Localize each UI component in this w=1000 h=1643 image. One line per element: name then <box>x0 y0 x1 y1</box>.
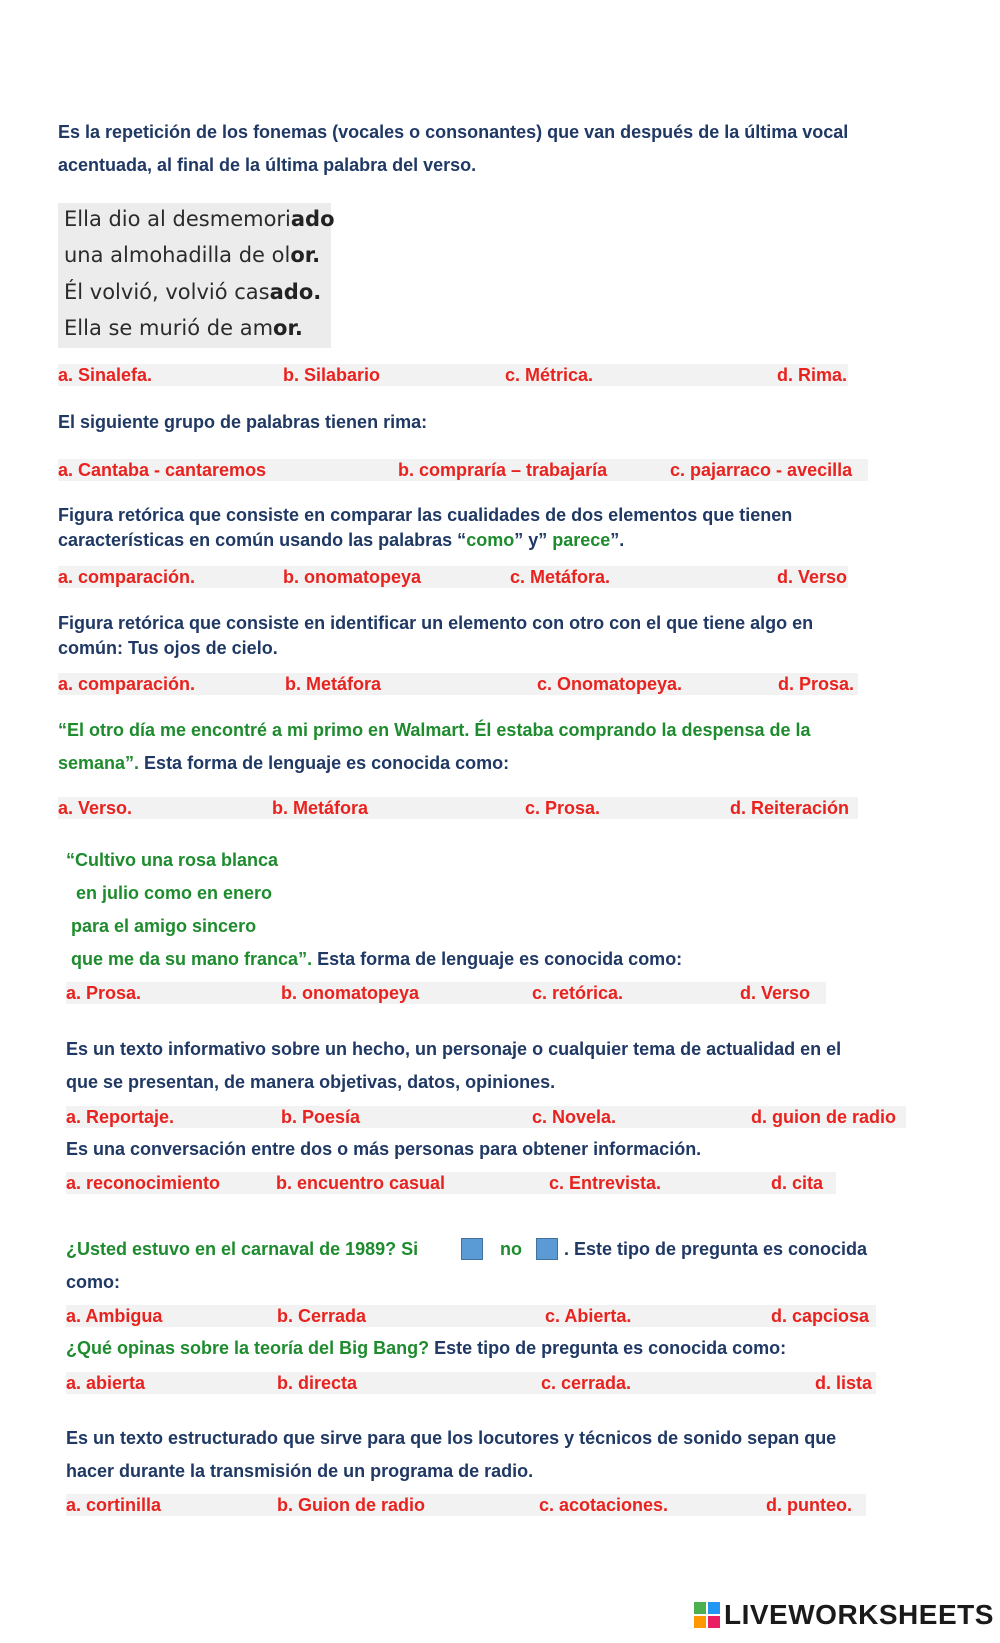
q3-option-b[interactable]: b. onomatopeya <box>283 567 422 587</box>
q2-option-a[interactable]: a. Cantaba - cantaremos <box>58 460 267 480</box>
q8-option-d[interactable]: d. cita <box>771 1173 824 1193</box>
poem-example-box <box>58 203 335 348</box>
q7-option-b[interactable]: b. Poesía <box>281 1107 361 1127</box>
q6-option-a[interactable]: a. Prosa. <box>66 983 142 1003</box>
q3-option-d[interactable]: d. Verso <box>777 567 848 587</box>
q10-option-b[interactable]: b. directa <box>277 1373 358 1393</box>
q3-option-a[interactable]: a. comparación. <box>58 567 196 587</box>
answer-row-bg <box>66 982 826 1004</box>
question-1-line-2: acentuada, al final de la última palabra del verso. <box>58 155 477 175</box>
question-2-text: El siguiente grupo de palabras tienen rima: <box>58 412 428 432</box>
question-9-line-2: como: <box>66 1272 120 1292</box>
q10-option-d[interactable]: d. lista <box>815 1373 873 1393</box>
q5-option-c[interactable]: c. Prosa. <box>525 798 601 818</box>
q9-option-b[interactable]: b. Cerrada <box>277 1306 367 1326</box>
q3-option-c[interactable]: c. Metáfora. <box>510 567 611 587</box>
q5-option-a[interactable]: a. Verso. <box>58 798 133 818</box>
q5-option-b[interactable]: b. Metáfora <box>272 798 369 818</box>
question-9-no-label: no <box>500 1239 522 1259</box>
question-4-line-1: Figura retórica que consiste en identificar un elemento con otro con el que tiene algo en <box>58 613 814 633</box>
q9-option-d[interactable]: d. capciosa <box>771 1306 870 1326</box>
question-3-line-1: Figura retórica que consiste en comparar las cualidades de dos elementos que tienen <box>58 505 793 525</box>
question-11-line-1: Es un texto estructurado que sirve para que los locutores y técnicos de sonido sepan que <box>66 1428 837 1448</box>
si-checkbox[interactable] <box>461 1238 483 1260</box>
q6-option-b[interactable]: b. onomatopeya <box>281 983 420 1003</box>
q1-option-a[interactable]: a. Sinalefa. <box>58 365 153 385</box>
question-1-line-1: Es la repetición de los fonemas (vocales o consonantes) que van después de la última vocal <box>58 122 849 142</box>
poem-2-line-4: que me da su mano franca”. Esta forma de lenguaje es conocida como: <box>71 949 683 969</box>
liveworksheets-logo <box>694 1599 994 1631</box>
q8-option-b[interactable]: b. encuentro casual <box>276 1173 446 1193</box>
answer-row-bg <box>66 1372 876 1394</box>
poem-line-1: Ella dio al desmemoriado <box>64 207 335 231</box>
q11-option-a[interactable]: a. cortinilla <box>66 1495 162 1515</box>
q9-option-c[interactable]: c. Abierta. <box>545 1306 632 1326</box>
q7-option-a[interactable]: a. Reportaje. <box>66 1107 175 1127</box>
question-11-line-2: hacer durante la transmisión de un programa de radio. <box>66 1461 534 1481</box>
q2-option-c[interactable]: c. pajarraco - avecilla <box>670 460 853 480</box>
poem-line-4: Ella se murió de amor. <box>64 316 303 340</box>
no-checkbox[interactable] <box>536 1238 558 1260</box>
q10-option-a[interactable]: a. abierta <box>66 1373 146 1393</box>
q8-option-c[interactable]: c. Entrevista. <box>549 1173 662 1193</box>
question-9-blue-text: . Este tipo de pregunta es conocida <box>564 1239 868 1259</box>
poem-line-3: Él volvió, volvió casado. <box>64 280 322 304</box>
poem-2-line-3: para el amigo sincero <box>71 916 257 936</box>
q4-option-b[interactable]: b. Metáfora <box>285 674 382 694</box>
answer-row-bg <box>66 1494 866 1516</box>
q7-option-d[interactable]: d. guion de radio <box>751 1107 896 1127</box>
q2-option-b[interactable]: b. compraría – trabajaría <box>398 460 608 480</box>
q11-option-c[interactable]: c. acotaciones. <box>539 1495 669 1515</box>
question-8-text: Es una conversación entre dos o más personas para obtener información. <box>66 1139 702 1159</box>
question-3-line-2: características en común usando las palabras “como” y” parece”. <box>58 530 625 550</box>
logo-mark-icon <box>694 1602 720 1628</box>
q1-option-c[interactable]: c. Métrica. <box>505 365 594 385</box>
q7-option-c[interactable]: c. Novela. <box>532 1107 617 1127</box>
q4-option-d[interactable]: d. Prosa. <box>778 674 855 694</box>
q11-option-d[interactable]: d. punteo. <box>766 1495 852 1515</box>
question-10-text: ¿Qué opinas sobre la teoría del Big Bang? Este tipo de pregunta es conocida como: <box>66 1338 787 1358</box>
question-5-line-2: semana”. Esta forma de lenguaje es conocida como: <box>58 753 510 773</box>
question-4-line-2: común: Tus ojos de cielo. <box>58 638 278 658</box>
question-7-line-1: Es un texto informativo sobre un hecho, un personaje o cualquier tema de actualidad en el <box>66 1039 842 1059</box>
q4-option-c[interactable]: c. Onomatopeya. <box>537 674 683 694</box>
question-5-line-1: “El otro día me encontré a mi primo en Walmart. Él estaba comprando la despensa de la <box>58 720 811 740</box>
logo-text: LIVEWORKSHEETS <box>724 1599 994 1630</box>
question-7-line-2: que se presentan, de manera objetivas, datos, opiniones. <box>66 1072 556 1092</box>
q8-option-a[interactable]: a. reconocimiento <box>66 1173 221 1193</box>
q5-option-d[interactable]: d. Reiteración <box>730 798 850 818</box>
poem-line-2: una almohadilla de olor. <box>64 243 321 267</box>
q11-option-b[interactable]: b. Guion de radio <box>277 1495 425 1515</box>
q9-option-a[interactable]: a. Ambigua <box>66 1306 163 1326</box>
q10-option-c[interactable]: c. cerrada. <box>541 1373 632 1393</box>
answer-row-bg <box>66 1305 876 1327</box>
q1-option-d[interactable]: d. Rima. <box>777 365 848 385</box>
q6-option-c[interactable]: c. retórica. <box>532 983 624 1003</box>
q6-option-d[interactable]: d. Verso <box>740 983 811 1003</box>
q4-option-a[interactable]: a. comparación. <box>58 674 196 694</box>
question-9-green-text: ¿Usted estuvo en el carnaval de 1989? Si <box>66 1239 419 1259</box>
q1-option-b[interactable]: b. Silabario <box>283 365 381 385</box>
poem-2-line-2: en julio como en enero <box>76 883 273 903</box>
poem-2-line-1: “Cultivo una rosa blanca <box>66 850 279 870</box>
answer-row-bg <box>58 364 848 386</box>
